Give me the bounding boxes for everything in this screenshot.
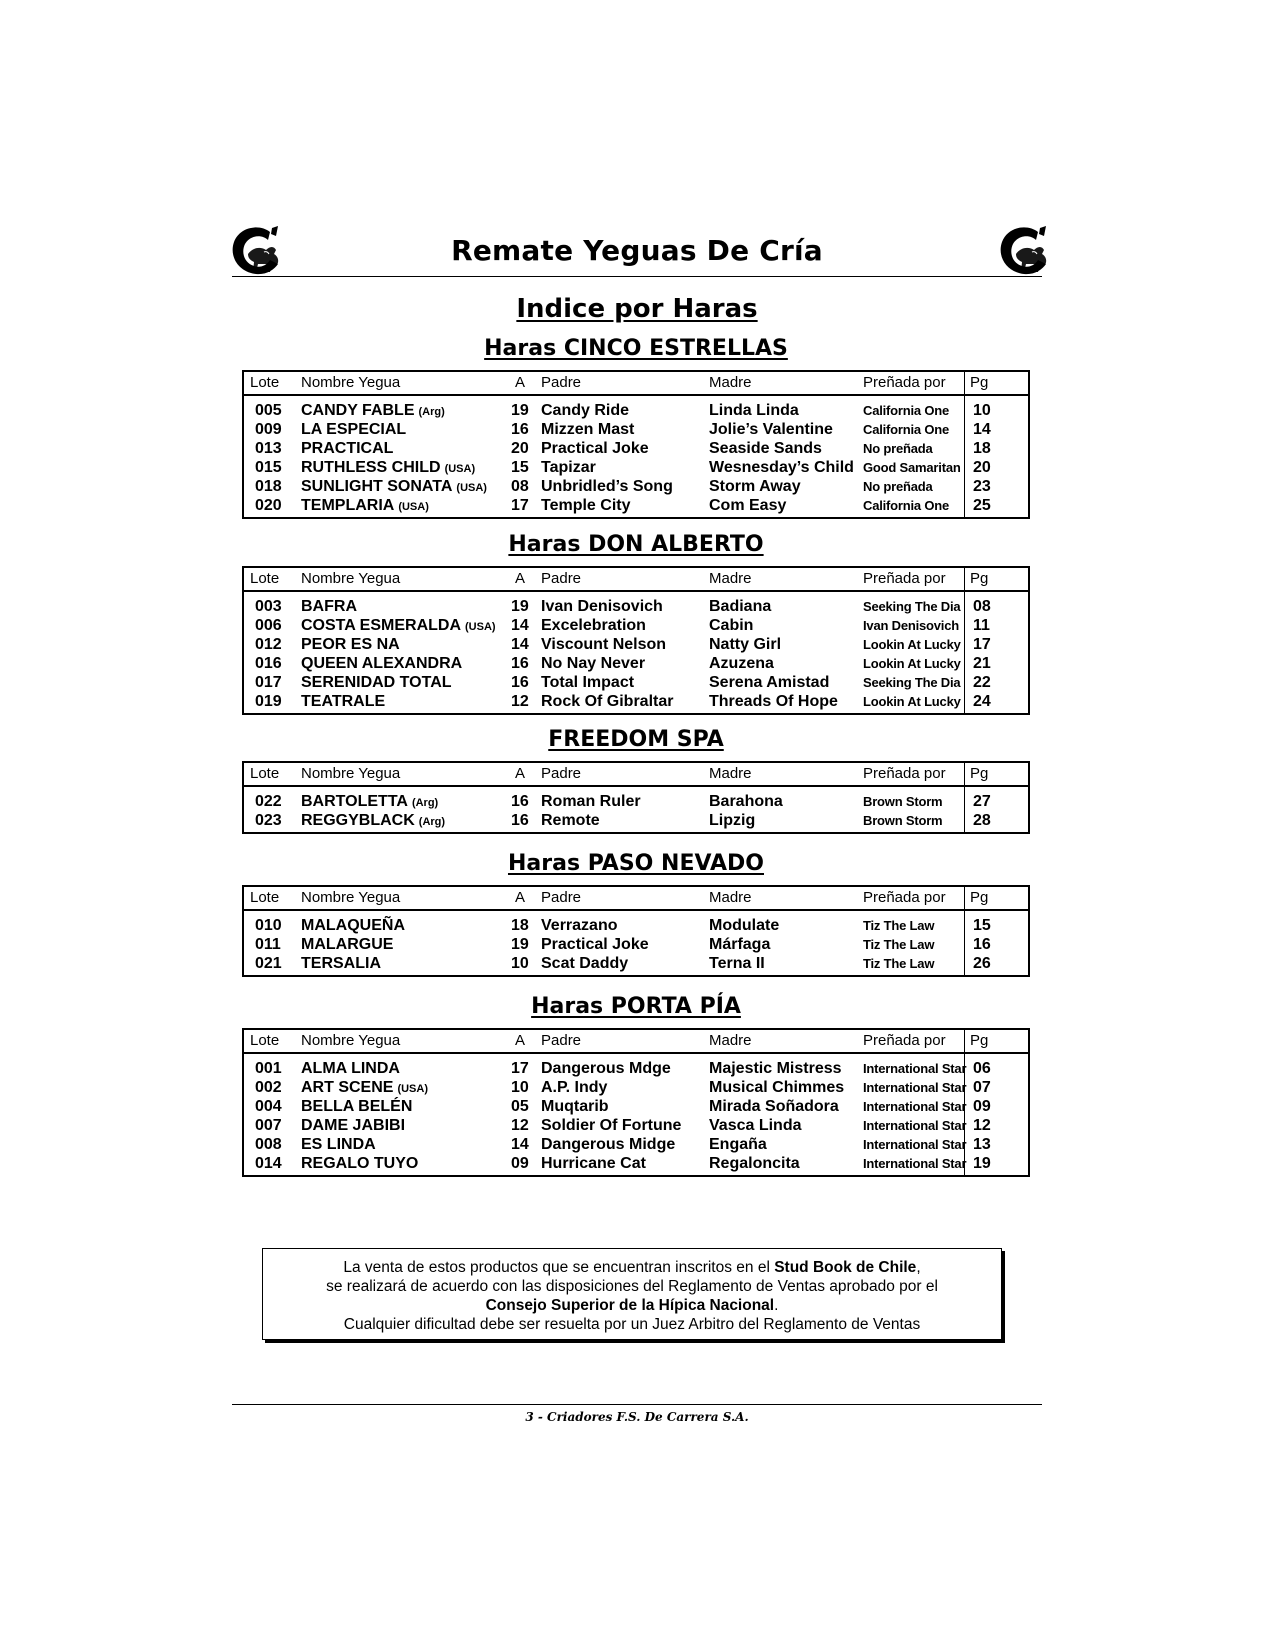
cell-prenada: Tiz The Law (863, 937, 935, 952)
table-header (244, 568, 1028, 592)
section-title: Haras DON ALBERTO (508, 532, 764, 557)
column-header-nombre: Nombre Yegua (301, 374, 401, 391)
cell-a: 16 (511, 812, 529, 829)
section-title: FREEDOM SPA (548, 727, 724, 752)
cell-pg: 24 (973, 693, 991, 710)
cell-padre: Soldier Of Fortune (541, 1117, 682, 1134)
cell-padre: Excelebration (541, 617, 646, 634)
cell-pg: 08 (973, 598, 991, 615)
cell-lote: 013 (255, 440, 282, 457)
table-row (244, 616, 1028, 635)
column-header-nombre: Nombre Yegua (301, 889, 401, 906)
cell-padre: Temple City (541, 497, 631, 514)
cell-madre: Natty Girl (709, 636, 782, 653)
table-row (244, 439, 1028, 458)
origin-tag: (USA) (456, 482, 487, 494)
table-row (244, 496, 1028, 515)
cell-lote: 002 (255, 1079, 282, 1096)
mare-name: PRACTICAL (301, 440, 394, 457)
column-header-pg: Pg (970, 1032, 989, 1049)
cell-pg: 10 (973, 402, 991, 419)
column-header-padre: Padre (541, 889, 582, 906)
cell-a: 17 (511, 497, 529, 514)
column-header-lote: Lote (250, 1032, 280, 1049)
column-header-lote: Lote (250, 765, 280, 782)
cell-padre: Roman Ruler (541, 793, 641, 810)
cell-lote: 009 (255, 421, 282, 438)
cell-padre: A.P. Indy (541, 1079, 608, 1096)
column-header-nombre: Nombre Yegua (301, 765, 401, 782)
cell-prenada: No preñada (863, 441, 933, 456)
mare-name: REGGYBLACK (301, 812, 415, 829)
mare-name: TEATRALE (301, 693, 386, 710)
notice-line-1: La venta de estos productos que se encuentran inscritos en el Stud Book de Chile, (343, 1259, 921, 1276)
cell-padre: Scat Daddy (541, 955, 629, 972)
cell-lote: 018 (255, 478, 282, 495)
cell-nombre (301, 420, 406, 439)
cell-padre: Total Impact (541, 674, 635, 691)
lots-table (242, 761, 1030, 834)
table-row (244, 654, 1028, 673)
cell-a: 14 (511, 617, 529, 634)
cell-madre: Wesnesday’s Child (709, 459, 854, 476)
origin-tag: (USA) (397, 1083, 429, 1095)
cell-prenada: International Star (863, 1080, 967, 1095)
cell-lote: 012 (255, 636, 282, 653)
cell-padre: Ivan Denisovich (541, 598, 663, 615)
cell-prenada: Brown Storm (863, 813, 943, 828)
section-title: Haras PASO NEVADO (507, 851, 764, 876)
cell-lote: 007 (255, 1117, 282, 1134)
cell-prenada: Lookin At Lucky (863, 637, 961, 652)
notice-line-3: Consejo Superior de la Hípica Nacional. (485, 1297, 779, 1314)
column-header-padre: Padre (541, 1032, 582, 1049)
table-row (244, 1059, 1028, 1078)
footer-divider (232, 1404, 1042, 1405)
mare-name: REGALO TUYO (301, 1155, 419, 1172)
cell-lote: 023 (255, 812, 282, 829)
cell-madre: Mirada Soñadora (709, 1098, 839, 1115)
cell-lote: 017 (255, 674, 282, 691)
cell-lote: 015 (255, 459, 282, 476)
cell-prenada: California One (863, 422, 950, 437)
table-header (244, 763, 1028, 787)
column-header-a: A (515, 1032, 526, 1049)
cell-lote: 004 (255, 1098, 282, 1115)
table-row (244, 635, 1028, 654)
cell-nombre (301, 1154, 418, 1173)
origin-tag: (Arg) (418, 816, 446, 828)
column-header-lote: Lote (250, 374, 280, 391)
horse-c-logo-icon (994, 224, 1054, 278)
mare-name: BARTOLETTA (301, 793, 408, 810)
origin-tag: (USA) (465, 621, 496, 633)
cell-a: 19 (511, 402, 529, 419)
column-header-lote: Lote (250, 570, 280, 587)
table-row (244, 1078, 1028, 1097)
mare-name: LA ESPECIAL (301, 421, 407, 438)
table-row (244, 1154, 1028, 1173)
cell-padre: Remote (541, 812, 600, 829)
cell-madre: Terna II (709, 955, 765, 972)
cell-prenada: International Star (863, 1099, 967, 1114)
cell-pg: 19 (973, 1155, 991, 1172)
column-header-a: A (515, 889, 526, 906)
column-header-padre: Padre (541, 374, 582, 391)
cell-nombre (301, 954, 381, 973)
mare-name: TEMPLARIA (301, 497, 395, 514)
cell-prenada: Brown Storm (863, 794, 943, 809)
table-header (244, 1030, 1028, 1054)
cell-prenada: Seeking The Dia (863, 599, 961, 614)
column-header-padre: Padre (541, 765, 582, 782)
sale-notice-box (262, 1248, 1002, 1340)
cell-prenada: California One (863, 403, 950, 418)
cell-nombre (301, 635, 400, 654)
cell-madre: Com Easy (709, 497, 787, 514)
cell-padre: Dangerous Midge (541, 1136, 676, 1153)
table-header (244, 887, 1028, 911)
cell-lote: 021 (255, 955, 282, 972)
column-header-padre: Padre (541, 570, 582, 587)
cell-nombre (301, 673, 452, 692)
haras-section (242, 727, 1030, 834)
table-row (244, 1135, 1028, 1154)
cell-a: 16 (511, 655, 529, 672)
cell-prenada: International Star (863, 1137, 967, 1152)
cell-padre: Dangerous Mdge (541, 1060, 671, 1077)
lots-table (242, 370, 1030, 519)
cell-madre: Storm Away (709, 478, 801, 495)
cell-nombre (301, 477, 487, 498)
cell-prenada: International Star (863, 1156, 967, 1171)
cell-lote: 001 (255, 1060, 282, 1077)
cell-pg: 23 (973, 478, 991, 495)
table-row (244, 1097, 1028, 1116)
cell-madre: Seaside Sands (709, 440, 822, 457)
cell-pg: 11 (973, 617, 990, 634)
cell-padre: Verrazano (541, 917, 618, 934)
column-header-pg: Pg (970, 765, 989, 782)
table-row (244, 811, 1028, 830)
section-title: Haras PORTA PÍA (531, 994, 741, 1019)
cell-lote: 016 (255, 655, 282, 672)
column-header-madre: Madre (709, 570, 752, 587)
cell-a: 15 (511, 459, 529, 476)
cell-nombre (301, 792, 438, 813)
lots-table (242, 566, 1030, 715)
column-header-a: A (515, 570, 526, 587)
cell-a: 19 (511, 936, 529, 953)
cell-padre: Practical Joke (541, 936, 649, 953)
cell-madre: Linda Linda (709, 402, 799, 419)
table-row (244, 916, 1028, 935)
cell-prenada: Ivan Denisovich (863, 618, 959, 633)
column-header-prenada: Preñada por (863, 1032, 946, 1049)
cell-pg: 13 (973, 1136, 991, 1153)
haras-section (242, 851, 1030, 977)
mare-name: PEOR ES NA (301, 636, 400, 653)
page-header (232, 222, 1042, 277)
cell-a: 20 (511, 440, 529, 457)
cell-lote: 003 (255, 598, 282, 615)
cell-madre: Vasca Linda (709, 1117, 802, 1134)
cell-prenada: International Star (863, 1061, 967, 1076)
cell-lote: 006 (255, 617, 282, 634)
table-row (244, 420, 1028, 439)
column-header-madre: Madre (709, 765, 752, 782)
table-row (244, 1116, 1028, 1135)
cell-prenada: California One (863, 498, 950, 513)
cell-lote: 008 (255, 1136, 282, 1153)
cell-padre: Viscount Nelson (541, 636, 667, 653)
cell-pg: 09 (973, 1098, 991, 1115)
cell-nombre (301, 1059, 400, 1078)
cell-prenada: Tiz The Law (863, 918, 935, 933)
mare-name: RUTHLESS CHILD (301, 459, 441, 476)
cell-padre: Unbridled’s Song (541, 478, 673, 495)
cell-a: 16 (511, 421, 529, 438)
page-footer: 3 - Criadores F.S. De Carrera S.A. (525, 1410, 749, 1424)
cell-nombre (301, 1097, 412, 1116)
cell-padre: Rock Of Gibraltar (541, 693, 674, 710)
table-row (244, 935, 1028, 954)
index-subtitle: Indice por Haras (516, 294, 758, 324)
table-row (244, 673, 1028, 692)
cell-lote: 022 (255, 793, 282, 810)
cell-nombre (301, 616, 496, 637)
cell-madre: Cabin (709, 617, 754, 634)
mare-name: COSTA ESMERALDA (301, 617, 461, 634)
column-header-a: A (515, 374, 526, 391)
cell-pg: 17 (973, 636, 991, 653)
mare-name: ALMA LINDA (301, 1060, 400, 1077)
column-header-pg: Pg (970, 889, 989, 906)
column-header-nombre: Nombre Yegua (301, 1032, 401, 1049)
cell-prenada: Good Samaritan (863, 460, 961, 475)
column-header-pg: Pg (970, 570, 989, 587)
cell-a: 09 (511, 1155, 529, 1172)
mare-name: DAME JABIBI (301, 1117, 406, 1134)
mare-name: ART SCENE (301, 1079, 394, 1096)
notice-line-4: Cualquier dificultad debe ser resuelta por un Juez Arbitro del Reglamento de Ventas (343, 1316, 921, 1333)
column-header-lote: Lote (250, 889, 280, 906)
cell-prenada: Tiz The Law (863, 956, 935, 971)
cell-lote: 005 (255, 402, 282, 419)
origin-tag: (USA) (398, 501, 429, 513)
cell-madre: Regaloncita (709, 1155, 800, 1172)
cell-pg: 06 (973, 1060, 991, 1077)
cell-padre: Tapizar (541, 459, 596, 476)
cell-a: 19 (511, 598, 529, 615)
cell-nombre (301, 935, 393, 954)
cell-pg: 28 (973, 812, 991, 829)
column-header-prenada: Preñada por (863, 765, 946, 782)
mare-name: TERSALIA (301, 955, 381, 972)
cell-a: 14 (511, 1136, 529, 1153)
cell-pg: 22 (973, 674, 991, 691)
cell-nombre (301, 1135, 376, 1154)
column-header-pg: Pg (970, 374, 989, 391)
cell-pg: 15 (973, 917, 991, 934)
cell-a: 10 (511, 955, 529, 972)
cell-lote: 019 (255, 693, 282, 710)
cell-madre: Majestic Mistress (709, 1060, 842, 1077)
cell-a: 05 (511, 1098, 529, 1115)
cell-lote: 014 (255, 1155, 282, 1172)
cell-a: 17 (511, 1060, 529, 1077)
cell-madre: Barahona (709, 793, 783, 810)
origin-tag: (Arg) (418, 406, 445, 418)
table-row (244, 954, 1028, 973)
cell-nombre (301, 1078, 428, 1099)
origin-tag: (USA) (444, 463, 476, 475)
cell-a: 08 (511, 478, 529, 495)
cell-a: 16 (511, 674, 529, 691)
column-header-prenada: Preñada por (863, 570, 946, 587)
table-row (244, 477, 1028, 496)
cell-padre: Muqtarib (541, 1098, 609, 1115)
column-header-madre: Madre (709, 889, 752, 906)
cell-madre: Azuzena (709, 655, 774, 672)
table-row (244, 401, 1028, 420)
cell-nombre (301, 692, 385, 711)
cell-pg: 14 (973, 421, 991, 438)
cell-prenada: No preñada (863, 479, 933, 494)
table-header (244, 372, 1028, 396)
cell-padre: Hurricane Cat (541, 1155, 646, 1172)
cell-padre: Practical Joke (541, 440, 649, 457)
cell-pg: 27 (973, 793, 991, 810)
cell-a: 10 (511, 1079, 529, 1096)
mare-name: BAFRA (301, 598, 357, 615)
cell-pg: 25 (973, 497, 991, 514)
cell-padre: No Nay Never (541, 655, 646, 672)
cell-prenada: Lookin At Lucky (863, 656, 961, 671)
cell-madre: Lipzig (709, 812, 756, 829)
cell-padre: Mizzen Mast (541, 421, 635, 438)
haras-section (242, 994, 1030, 1177)
section-title: Haras CINCO ESTRELLAS (484, 336, 788, 361)
cell-pg: 18 (973, 440, 991, 457)
haras-section (242, 532, 1030, 715)
cell-nombre (301, 496, 429, 517)
cell-madre: Modulate (709, 917, 780, 934)
cell-madre: Engaña (709, 1136, 767, 1153)
column-header-madre: Madre (709, 374, 752, 391)
cell-madre: Jolie’s Valentine (709, 421, 833, 438)
mare-name: BELLA BELÉN (301, 1098, 413, 1115)
cell-pg: 07 (973, 1079, 991, 1096)
cell-prenada: Lookin At Lucky (863, 694, 961, 709)
column-header-prenada: Preñada por (863, 889, 946, 906)
lots-table (242, 1028, 1030, 1177)
cell-nombre (301, 458, 475, 479)
cell-pg: 21 (973, 655, 991, 672)
cell-nombre (301, 654, 462, 673)
cell-prenada: Seeking The Dia (863, 675, 961, 690)
mare-name: MALAQUEÑA (301, 917, 405, 934)
lots-table (242, 885, 1030, 977)
mare-name: SUNLIGHT SONATA (301, 478, 453, 495)
cell-pg: 26 (973, 955, 991, 972)
page-title: Remate Yeguas De Cría (451, 234, 823, 267)
cell-nombre (301, 597, 357, 616)
cell-prenada: International Star (863, 1118, 967, 1133)
cell-madre: Serena Amistad (709, 674, 830, 691)
cell-pg: 20 (973, 459, 991, 476)
table-row (244, 792, 1028, 811)
cell-nombre (301, 1116, 405, 1135)
cell-nombre (301, 916, 405, 935)
column-header-nombre: Nombre Yegua (301, 570, 401, 587)
cell-lote: 020 (255, 497, 282, 514)
column-header-madre: Madre (709, 1032, 752, 1049)
cell-pg: 12 (973, 1117, 991, 1134)
mare-name: ES LINDA (301, 1136, 376, 1153)
table-row (244, 692, 1028, 711)
cell-a: 12 (511, 1117, 529, 1134)
cell-nombre (301, 439, 393, 458)
origin-tag: (Arg) (411, 797, 439, 809)
cell-madre: Threads Of Hope (709, 693, 838, 710)
cell-lote: 010 (255, 917, 282, 934)
cell-a: 16 (511, 793, 529, 810)
cell-nombre (301, 811, 445, 832)
mare-name: QUEEN ALEXANDRA (301, 655, 463, 672)
cell-a: 18 (511, 917, 529, 934)
mare-name: SERENIDAD TOTAL (301, 674, 452, 691)
mare-name: CANDY FABLE (301, 402, 415, 419)
cell-madre: Badiana (709, 598, 772, 615)
haras-section (242, 336, 1030, 519)
cell-a: 14 (511, 636, 529, 653)
cell-a: 12 (511, 693, 529, 710)
table-row (244, 458, 1028, 477)
cell-lote: 011 (255, 936, 281, 953)
cell-nombre (301, 401, 445, 422)
cell-padre: Candy Ride (541, 402, 630, 419)
mare-name: MALARGUE (301, 936, 394, 953)
cell-pg: 16 (973, 936, 991, 953)
notice-line-2: se realizará de acuerdo con las disposiciones del Reglamento de Ventas aprobado por el (326, 1278, 938, 1295)
table-row (244, 597, 1028, 616)
column-header-a: A (515, 765, 526, 782)
cell-madre: Márfaga (709, 936, 771, 953)
column-header-prenada: Preñada por (863, 374, 946, 391)
cell-madre: Musical Chimmes (709, 1079, 845, 1096)
